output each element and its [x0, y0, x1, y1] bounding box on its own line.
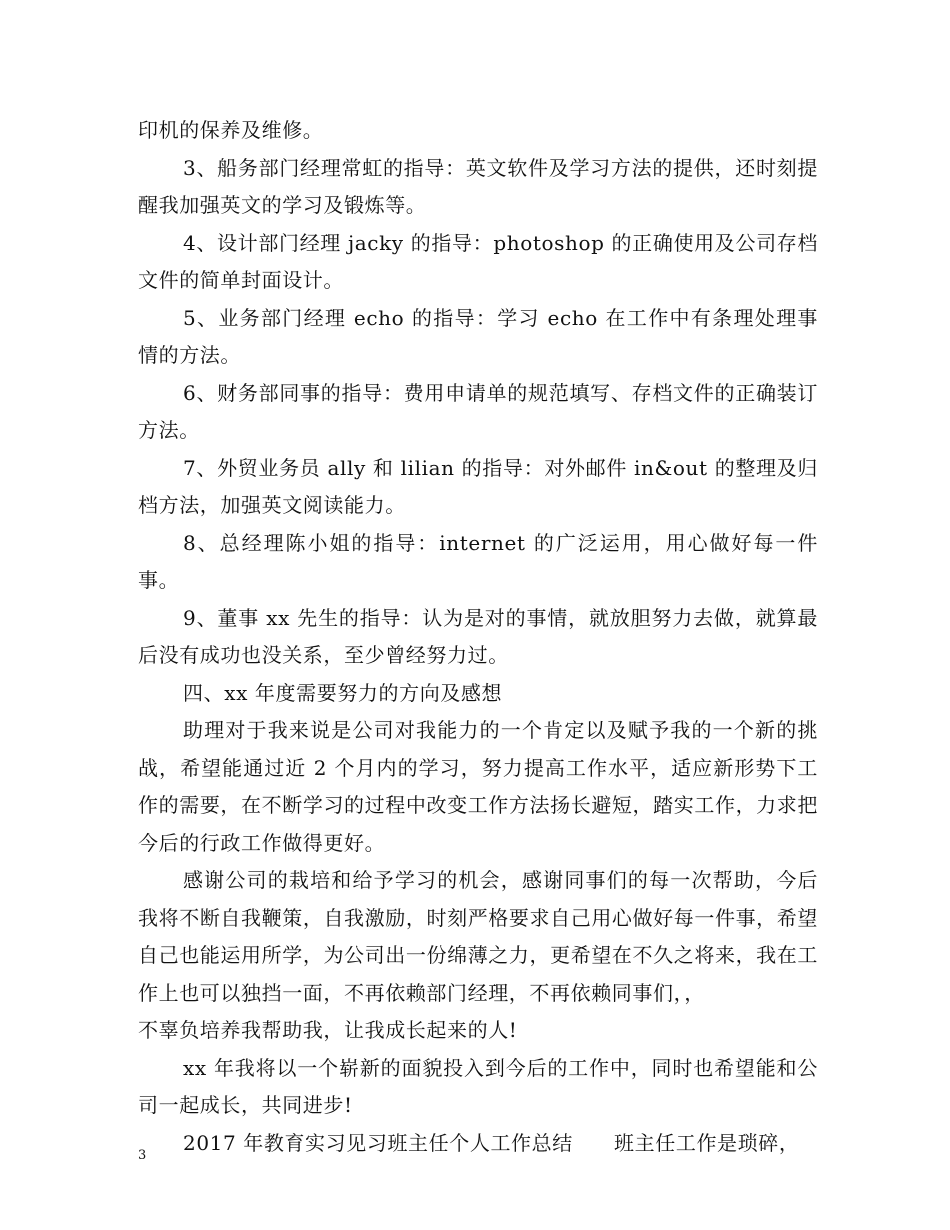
paragraph: 感谢公司的栽培和给予学习的机会，感谢同事们的每一次帮助，今后我将不断自我鞭策，自我激励，时刻严格要求自己用心做好每一件事，希望自己也能运用所学，为公司出一份绵薄之力，更希望在不久之将来，我在工作上也可以独挡一面，不再依赖部门经理，不再依赖同事们，， [138, 868, 818, 1005]
paragraph: 3、船务部门经理常虹的指导：英文软件及学习方法的提供，还时刻提醒我加强英文的学习及锻炼等。 [138, 155, 818, 217]
paragraph: 4、设计部门经理 jacky 的指导：photoshop 的正确使用及公司存档文件的简单封面设计。 [138, 230, 818, 292]
paragraph: 9、董事 xx 先生的指导：认为是对的事情，就放胆努力去做，就算最后没有成功也没关系，至少曾经努力过。 [138, 605, 818, 667]
paragraph: 不辜负培养我帮助我，让我成长起来的人! [138, 1018, 518, 1042]
paragraph: 助理对于我来说是公司对我能力的一个肯定以及赋予我的一个新的挑战，希望能通过近 2 个月内的学习，努力提高工作水平，适应新形势下工作的需要，在不断学习的过程中改变工作方法扬长避短，踏实工作，力求把今后的行政工作做得更好。 [138, 718, 818, 855]
paragraph: 6、财务部同事的指导：费用申请单的规范填写、存档文件的正确装订方法。 [138, 380, 818, 442]
document-body [138, 112, 818, 1162]
paragraph: 印机的保养及维修。 [138, 118, 324, 142]
page-number: 3 [138, 1148, 147, 1163]
paragraph: xx 年我将以一个崭新的面貌投入到今后的工作中，同时也希望能和公司一起成长，共同进步! [138, 1055, 818, 1117]
section-heading: 四、xx 年度需要努力的方向及感想 [183, 680, 503, 705]
paragraph: 8、总经理陈小姐的指导：internet 的广泛运用，用心做好每一件事。 [138, 530, 818, 592]
paragraph: 7、外贸业务员 ally 和 lilian 的指导：对外邮件 in&out 的整理及归档方法，加强英文阅读能力。 [138, 455, 818, 517]
paragraph: 2017 年教育实习见习班主任个人工作总结 班主任工作是琐碎， [183, 1130, 800, 1155]
paragraph: 5、业务部门经理 echo 的指导：学习 echo 在工作中有条理处理事情的方法。 [138, 305, 818, 367]
